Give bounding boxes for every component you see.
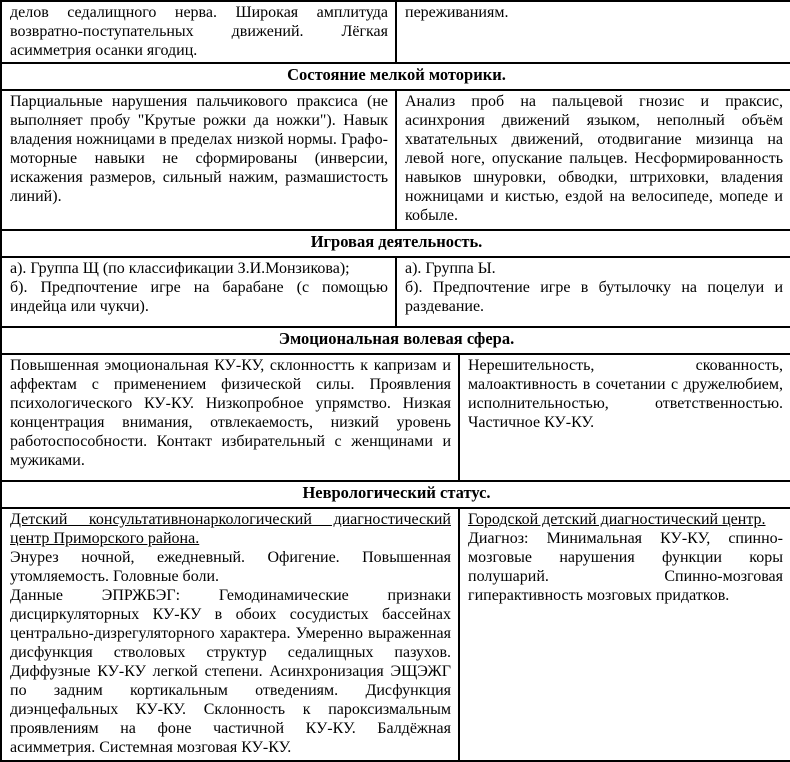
table-row [1,481,790,508]
table-row [1,508,790,761]
play-left-item-b: б). Предпочтение игре на барабане (с помощью индейца или чукчи). [10,279,388,315]
table-row [1,1,790,63]
play-right-item-a: а). Группа Ы. [405,260,496,277]
section-emotional-sphere [0,326,790,482]
neuro-right-paragraph-1: Диагноз: Минимальная КУ-КУ, спинно-мозговые нарушения функции коры полушарий. Спинно-мозговая гиперактивность мозговых придатков. [468,530,783,604]
play-left-cell [1,257,396,327]
section-header-fine-motor: Состояние мелкой моторики. [1,63,790,90]
top-right-cell: переживаниям. [396,1,790,63]
neuro-left-paragraph-2: Данные ЭПРЖБЭГ: Гемодинамические признаки дисциркуляторных КУ-КУ в обоих сосудистых бассейнах центрально-дизрегуляторного характера. Умеренно выраженная дисфункция стволовых структур седалищных пазухов. Диффузные КУ-КУ легкой степени. Асинхронизация ЭЩЭЖГ по задним кортикальным отведениям. Дисфункция диэнцефальных КУ-КУ. Склонность к пароксизмальным проявлениям на фоне частичной КУ-КУ. Балдёжная асимметрия. Системная мозговая КУ-КУ. [10,587,451,756]
section-neurological-status [0,480,790,762]
emotional-right-cell: Нерешительность, скованность, малоактивность в сочетании с дружелюбием, исполнительностью, ответственностью. Частичное КУ-КУ. [459,354,790,481]
table-row [1,257,790,327]
fine-motor-left-cell: Парциальные нарушения пальчикового праксиса (не выполняет пробу "Крутые рожки да ножки"). Навык владения ножницами в пределах низкой нормы. Графо-моторные навыки не сформированы (инверсии, искажения размеров, сильный нажим, размашистость линий). [1,90,396,230]
fine-motor-right-cell: Анализ проб на пальцевой гнозис и праксис, асинхрония движений языком, неполный объём хватательных движений, отодвигание мизинца на левой ноге, опускание пальцев. Несформированность навыков шнуровки, обводки, штриховки, владения ножницами и кистью, ездой на велосипеде, мопеде и кобыле. [396,90,790,230]
neuro-left-institution [10,510,451,548]
neuro-left-paragraph-1: Энурез ночной, ежедневный. Офигение. Повышенная утомляемость. Головные боли. [10,549,451,585]
table-row [1,90,790,230]
table-row [1,230,790,257]
section-play-activity [0,229,790,328]
top-left-cell: делов седалищного нерва. Широкая амплитуда возвратно-поступательных движений. Лёгкая асимметрия осанки ягодиц. [1,1,396,63]
section-header-play-activity: Игровая деятельность. [1,230,790,257]
section-top [0,0,790,64]
neuro-right-institution [468,510,783,529]
section-fine-motor [0,62,790,231]
table-row [1,354,790,481]
emotional-left-cell: Повышенная эмоциональная КУ-КУ, склонностть к капризам и аффектам с применением физической силы. Проявления психологического КУ-КУ. Низкопробное упрямство. Низкая концентрация внимания, отвлекаемость, низкий уровень работоспособности. Контакт избирательный с женщинами и мужиками. [1,354,459,481]
play-right-cell [396,257,790,327]
section-header-emotional-sphere: Эмоциональная волевая сфера. [1,327,790,354]
neuro-right-institution-text: Городской детский диагностический центр. [468,511,766,528]
neuro-left-cell [1,508,459,761]
section-header-neurological-status: Неврологический статус. [1,481,790,508]
table-row [1,327,790,354]
play-right-item-b: б). Предпочтение игре в бутылочку на поцелуи и раздевание. [405,279,784,315]
neuro-left-institution-text: Детский консультативнонаркологический диагностический центр Приморского района. [10,511,451,547]
play-left-item-a: а). Группа Щ (по классификации З.И.Монзикова); [10,260,350,277]
table-row [1,63,790,90]
neuro-right-cell [459,508,790,761]
